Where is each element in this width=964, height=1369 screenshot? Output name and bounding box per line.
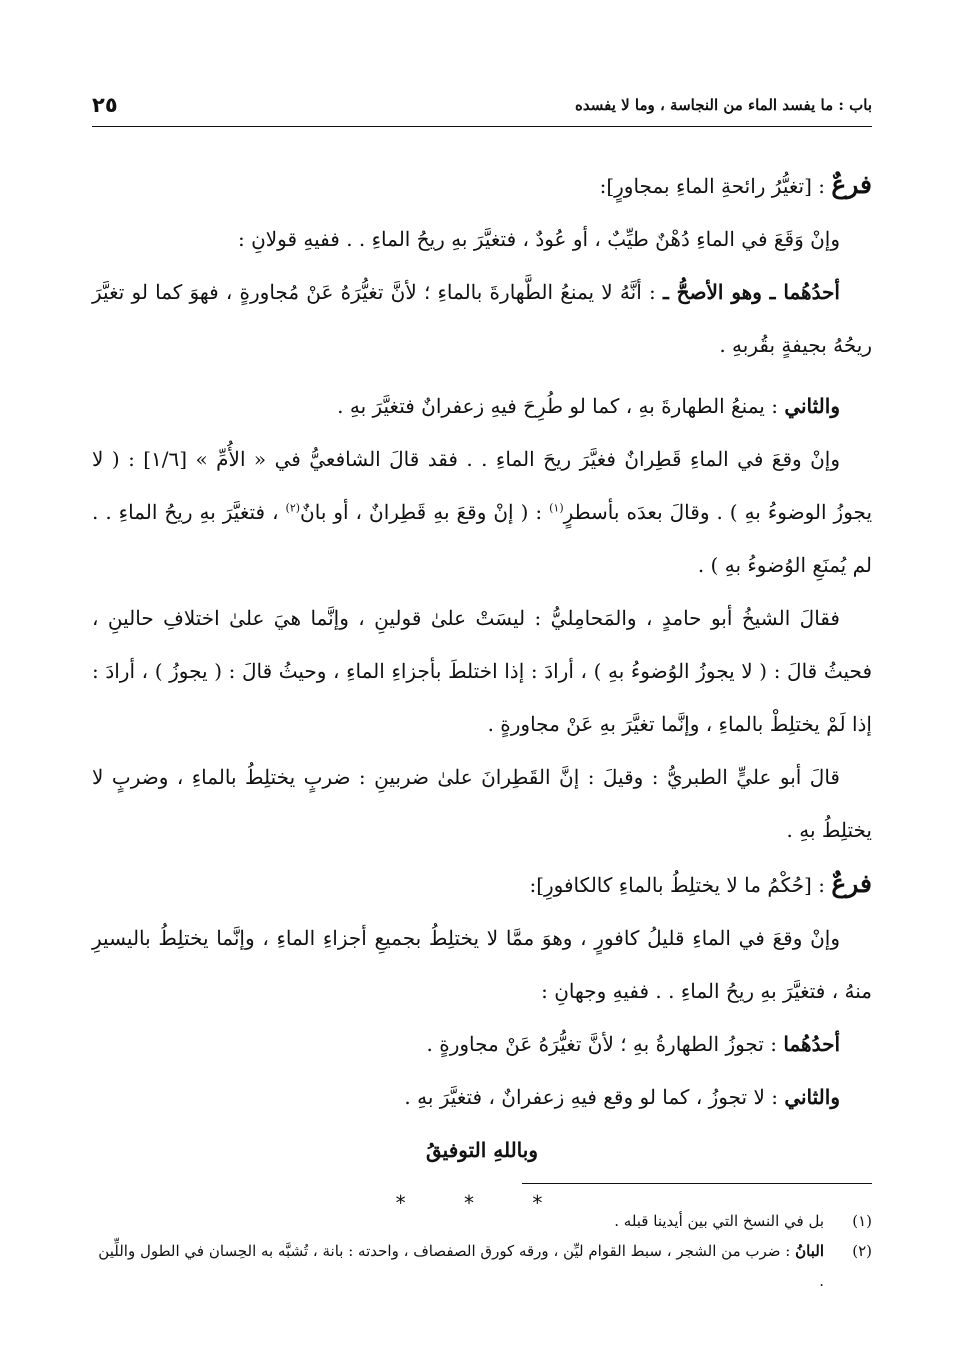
- footnotes: [92, 1206, 872, 1296]
- section-title: : [تغيُّرُ رائحةِ الماءِ بمجاورٍ]:: [599, 174, 832, 198]
- opinion-text: : تجوزُ الطهارةُ بهِ ؛ لأنَّ تغيُّرَهُ عَنْ مجاورةٍ .: [426, 1032, 784, 1056]
- paragraph-3: [92, 380, 872, 433]
- opinion-label: والثاني: [784, 1085, 840, 1109]
- opinion-text: : يمنعُ الطهارةَ بهِ ، كما لو طُرِحَ فيهِ زعفرانٌ فتغيَّرَ بهِ .: [337, 394, 785, 418]
- footnote-number: (١): [852, 1212, 872, 1230]
- footnote-1: [92, 1206, 872, 1236]
- footnote-rule: [522, 1183, 872, 1184]
- footnote-definition: : ضرب من الشجر ، سبط القوام ليِّن ، ورقه كورق الصفصاف ، واحدته : بانة ، تُشبَّه به الحِسان في الطول واللِّين .: [98, 1242, 824, 1290]
- opinion-label: أحدُهُما: [783, 1032, 840, 1056]
- paragraph-5: فقالَ الشيخُ أبو حامدٍ ، والمَحامِليُّ : ليسَتْ علىٰ قولينِ ، وإنَّما هيَ علىٰ اختلافِ حالينِ ، فحيثُ قالَ : ( لا يجوزُ الوُضوءُ بهِ ) ، أرادَ : إذا اختلطَ بأجزاءِ الماءِ ، وحيثُ قالَ : ( يجوزُ ) ، أرادَ : إذا لَمْ يختلِطْ بالماءِ ، وإنَّما تغيَّرَ بهِ عَنْ مجاورةٍ .: [92, 606, 872, 736]
- footnote-text: [92, 1236, 824, 1296]
- footnote-number: (٢): [852, 1242, 872, 1260]
- closing-line: وباللهِ التوفيقُ: [425, 1138, 538, 1162]
- paragraph-9: [92, 1071, 872, 1124]
- running-header: [92, 88, 872, 122]
- paragraph-8: [92, 1018, 872, 1071]
- paragraph-1: وإنْ وَقَعَ في الماءِ دُهْنٌ طيِّبٌ ، أو عُودٌ ، فتغيَّرَ بهِ ريحُ الماءِ . . ففيهِ قولانِ :: [237, 227, 840, 251]
- text-run: وإنْ وقعَ في الماءِ قَطِرانٌ فغيَّرَ ريحَ الماءِ . . فقد قالَ الشافعيُّ في « الأُمِّ » [١/٦] : ( لا يجوزُ الوضوءُ بهِ ) . وقالَ بعدَه بأسطرٍ: [92, 447, 873, 524]
- section-heading-2: [92, 857, 872, 912]
- page-number: ٢٥: [92, 93, 118, 117]
- section-label: فرعٌ: [831, 170, 872, 199]
- footnote-2: [92, 1236, 872, 1296]
- opinion-text: : لا تجوزُ ، كما لو وقع فيهِ زعفرانٌ ، فتغيَّرَ بهِ .: [404, 1085, 785, 1109]
- paragraph-4: [92, 433, 872, 592]
- paragraph-2: [92, 266, 872, 372]
- paragraph-6: قالَ أبو عليٍّ الطبريُّ : وقيلَ : إنَّ القَطِرانَ علىٰ ضربينِ : ضربٍ يختلِطُ بالماءِ ، وضربٍ لا يختلِطُ بهِ .: [92, 765, 872, 842]
- footnote-text: بل في النسخ التي بين أيدينا قبله .: [614, 1212, 824, 1230]
- paragraph-7: وإنْ وقعَ في الماءِ قليلُ كافورٍ ، وهوَ ممَّا لا يختلِطُ بجميعِ أجزاءِ الماءِ ، وإنَّما يختلِطُ باليسيرِ منهُ ، فتغيَّرَ بهِ ريحُ الماءِ . . ففيهِ وجهانِ :: [92, 926, 872, 1003]
- footnote-ref[interactable]: (١): [549, 501, 564, 515]
- footnote-ref[interactable]: (٢): [285, 501, 301, 515]
- section-separator: * * *: [395, 1191, 569, 1215]
- opinion-label: أحدُهُما ـ وهو الأصحُّ ـ: [662, 280, 840, 304]
- section-heading-1: [92, 158, 872, 213]
- section-label: فرعٌ: [831, 869, 872, 898]
- opinion-text: : أنَّهُ لا يمنعُ الطَّهارةَ بالماءِ ؛ لأنَّ تغيُّرَهُ عَنْ مُجاورةٍ ، فهوَ كما لو تغيَّرَ ريحُهُ بجيفةٍ بقُربهِ .: [92, 280, 872, 357]
- text-run: : ( إنْ وقعَ بهِ قَطِرانٌ ، أو بانٌ: [300, 500, 550, 524]
- text-run: ، فتغيَّرَ بهِ ريحُ الماءِ . . لم يُمنَعِ الوُضوءُ بهِ ) .: [92, 500, 872, 577]
- opinion-label: والثاني: [784, 394, 840, 418]
- header-rule: [92, 126, 872, 127]
- footnote-term: البانُ: [795, 1242, 824, 1260]
- running-title: باب : ما يفسد الماء من النجاسة ، وما لا يفسده: [575, 96, 872, 114]
- section-title: : [حُكْمُ ما لا يختلِطُ بالماءِ كالكافورِ]:: [529, 873, 832, 897]
- main-text: [92, 158, 872, 1230]
